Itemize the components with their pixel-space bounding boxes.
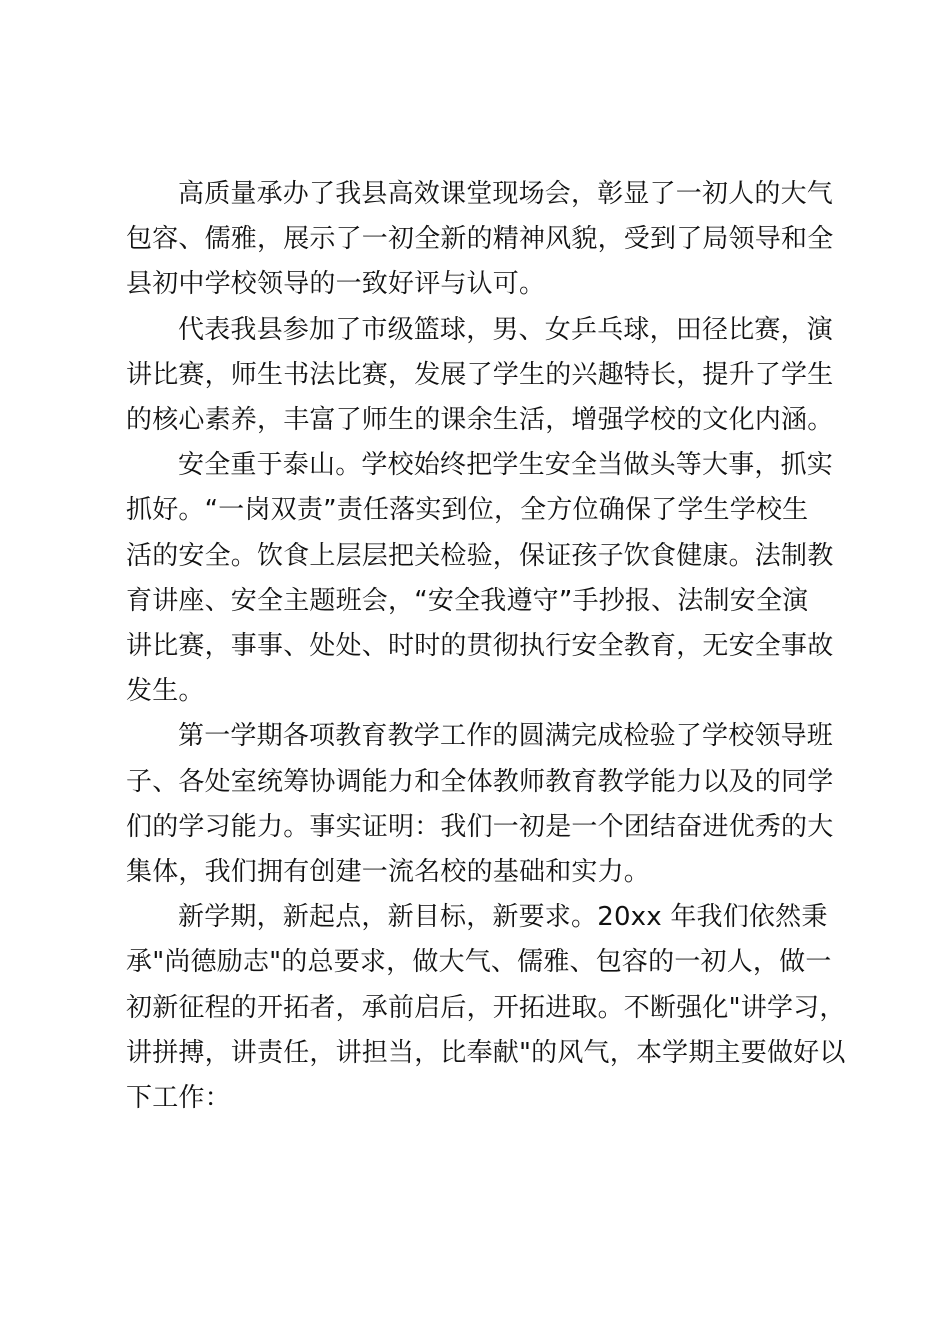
paragraph-line: 包容、儒雅，展示了一初全新的精神风貌，受到了局领导和全 <box>126 224 834 255</box>
paragraph-line: 育讲座、安全主题班会，“安全我遵守”手抄报、法制安全演 <box>126 585 809 616</box>
paragraph-line: 发生。 <box>126 676 205 707</box>
paragraph-4 <box>126 714 832 895</box>
paragraph-line: 下工作： <box>126 1083 231 1114</box>
paragraph-line: 抓好。“一岗双责”责任落实到位，全方位确保了学生学校生 <box>126 495 809 526</box>
paragraph-2 <box>126 308 832 444</box>
paragraph-line: 新学期，新起点，新目标，新要求。20xx 年我们依然秉 <box>178 902 828 933</box>
paragraph-line: 集体，我们拥有创建一流名校的基础和实力。 <box>126 857 651 888</box>
paragraph-line: 的核心素养，丰富了师生的课余生活，增强学校的文化内涵。 <box>126 405 834 436</box>
document-body <box>126 172 846 1121</box>
paragraph-line: 高质量承办了我县高效课堂现场会，彰显了一初人的大气 <box>178 179 834 209</box>
paragraph-line: 讲比赛，事事、处处、时时的贯彻执行安全教育，无安全事故 <box>126 631 834 662</box>
paragraph-3 <box>126 443 832 714</box>
paragraph-line: 讲拼搏，讲责任，讲担当，比奉献"的风气，本学期主要做好以 <box>126 1037 846 1068</box>
paragraph-1 <box>126 172 832 308</box>
paragraph-5 <box>126 895 846 1121</box>
paragraph-line: 代表我县参加了市级篮球，男、女乒乓球，田径比赛，演 <box>178 314 834 345</box>
paragraph-line: 初新征程的开拓者，承前启后，开拓进取。不断强化"讲学习， <box>126 992 846 1023</box>
paragraph-line: 活的安全。饮食上层层把关检验，保证孩子饮食健康。法制教 <box>126 540 834 571</box>
paragraph-line: 讲比赛，师生书法比赛，发展了学生的兴趣特长，提升了学生 <box>126 359 834 390</box>
paragraph-line: 县初中学校领导的一致好评与认可。 <box>126 269 546 300</box>
paragraph-line: 承"尚德励志"的总要求，做大气、儒雅、包容的一初人，做一 <box>126 947 832 978</box>
paragraph-line: 安全重于泰山。学校始终把学生安全当做头等大事，抓实 <box>178 450 834 481</box>
paragraph-line: 子、各处室统筹协调能力和全体教师教育教学能力以及的同学 <box>126 766 834 797</box>
paragraph-line: 第一学期各项教育教学工作的圆满完成检验了学校领导班 <box>178 721 834 752</box>
paragraph-line: 们的学习能力。事实证明：我们一初是一个团结奋进优秀的大 <box>126 811 834 842</box>
